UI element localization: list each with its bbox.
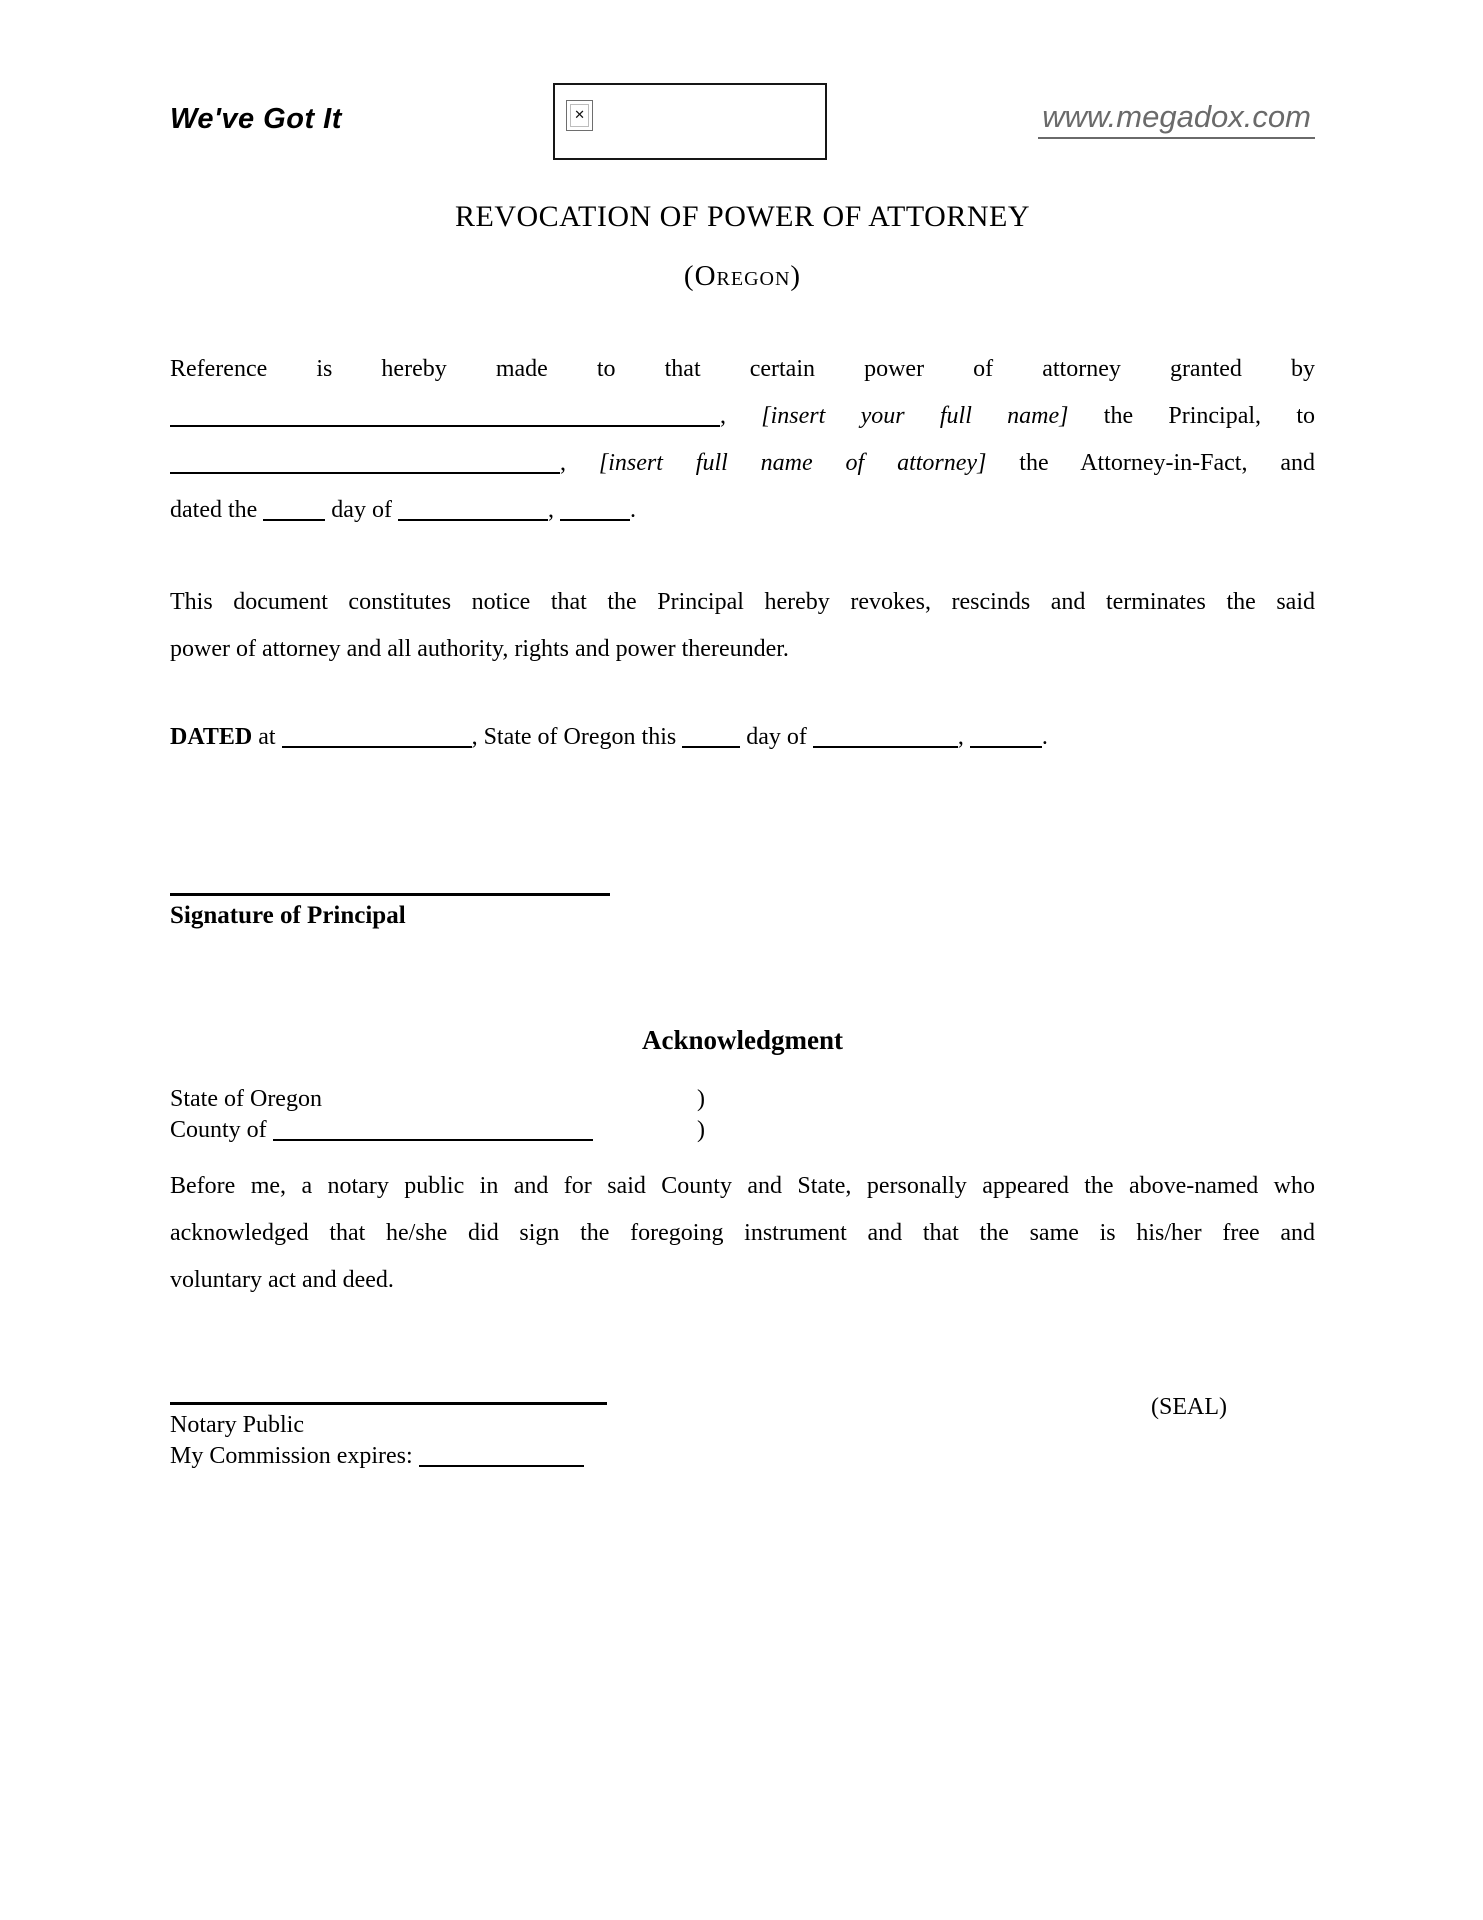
document-title: REVOCATION OF POWER OF ATTORNEY: [455, 200, 1030, 233]
blank-line: [419, 1461, 584, 1467]
county-row: [170, 1115, 1315, 1146]
text-segment: day of: [740, 724, 813, 750]
text-segment: This document constitutes notice that the Principal hereby revokes, rescinds and terminates the said: [170, 589, 1315, 615]
text-segment: County of: [170, 1117, 273, 1143]
paragraph-line: [170, 626, 1315, 673]
paragraph-line: [170, 714, 1315, 761]
broken-image-placeholder: [553, 83, 827, 160]
paragraph-line: [170, 1163, 1315, 1210]
blank-line: [813, 742, 958, 748]
acknowledgment-heading: Acknowledgment: [642, 1025, 843, 1055]
text-segment: day of: [325, 497, 398, 523]
blank-line: [273, 1135, 593, 1141]
blank-line: [263, 515, 325, 521]
italic-text-segment: [insert full name of attorney]: [598, 450, 987, 476]
text-segment: the Attorney-in-Fact, and: [986, 450, 1316, 476]
paragraph-line: [170, 440, 1315, 487]
text-segment: ,: [957, 724, 970, 750]
page-header: [170, 83, 1315, 160]
blank-line: [170, 468, 560, 474]
blank-line: [398, 515, 548, 521]
text-segment: Reference is hereby made to that certain power of attorney granted by: [170, 356, 1315, 382]
paragraph-line: [170, 579, 1315, 626]
dated-line: [170, 714, 1315, 761]
text-segment: My Commission expires:: [170, 1443, 419, 1469]
seal-label: (SEAL): [1151, 1394, 1227, 1420]
principal-signature-block: [170, 893, 1315, 932]
text-segment: voluntary act and deed.: [170, 1267, 394, 1293]
commission-expiry-line: [170, 1441, 1315, 1472]
text-segment: at: [252, 724, 282, 750]
tagline-text: We've Got It: [170, 103, 342, 135]
paragraph-line: [170, 346, 1315, 393]
notary-signature-block: [170, 1394, 1315, 1472]
paren-mark: ): [697, 1086, 705, 1112]
text-segment: dated the: [170, 497, 264, 523]
text-segment: Before me, a notary public in and for said County and State, personally appeared the above-named who: [170, 1173, 1315, 1199]
notice-paragraph: [170, 579, 1315, 673]
broken-image-icon: ✕: [566, 100, 593, 131]
paragraph-line: [170, 487, 1315, 534]
blank-line: [560, 515, 630, 521]
text-segment: ,: [720, 403, 762, 429]
website-link[interactable]: www.megadox.com: [1038, 99, 1315, 139]
county-label: [170, 1115, 697, 1146]
principal-signature-line: [170, 893, 610, 896]
notary-statement-paragraph: [170, 1163, 1315, 1304]
text-segment: .: [1041, 724, 1048, 750]
reference-paragraph: [170, 346, 1315, 534]
text-segment: .: [629, 497, 636, 523]
document-subtitle: (Oregon): [683, 260, 802, 292]
state-row: [170, 1084, 1315, 1115]
principal-signature-label: Signature of Principal: [170, 902, 406, 929]
italic-text-segment: [insert your full name]: [761, 403, 1069, 429]
blank-line: [682, 742, 740, 748]
text-segment: , State of Oregon this: [471, 724, 683, 750]
paragraph-line: [170, 393, 1315, 440]
blank-line: [170, 421, 720, 427]
paragraph-line: [170, 1210, 1315, 1257]
notary-public-label: Notary Public: [170, 1412, 304, 1438]
state-label: [170, 1084, 697, 1115]
notary-signature-line: [170, 1402, 607, 1405]
text-segment: State of Oregon: [170, 1086, 322, 1112]
blank-line: [282, 742, 472, 748]
paren-mark: ): [697, 1117, 705, 1143]
text-segment: acknowledged that he/she did sign the foregoing instrument and that the same is his/her free and: [170, 1220, 1315, 1246]
text-segment: ,: [547, 497, 560, 523]
blank-line: [970, 742, 1042, 748]
venue-block: [170, 1084, 1315, 1146]
text-segment: ,: [560, 450, 599, 476]
text-segment: the Principal, to: [1068, 403, 1316, 429]
text-segment: power of attorney and all authority, rights and power thereunder.: [170, 636, 789, 662]
bold-text-segment: DATED: [170, 724, 253, 750]
paragraph-line: [170, 1257, 1315, 1304]
